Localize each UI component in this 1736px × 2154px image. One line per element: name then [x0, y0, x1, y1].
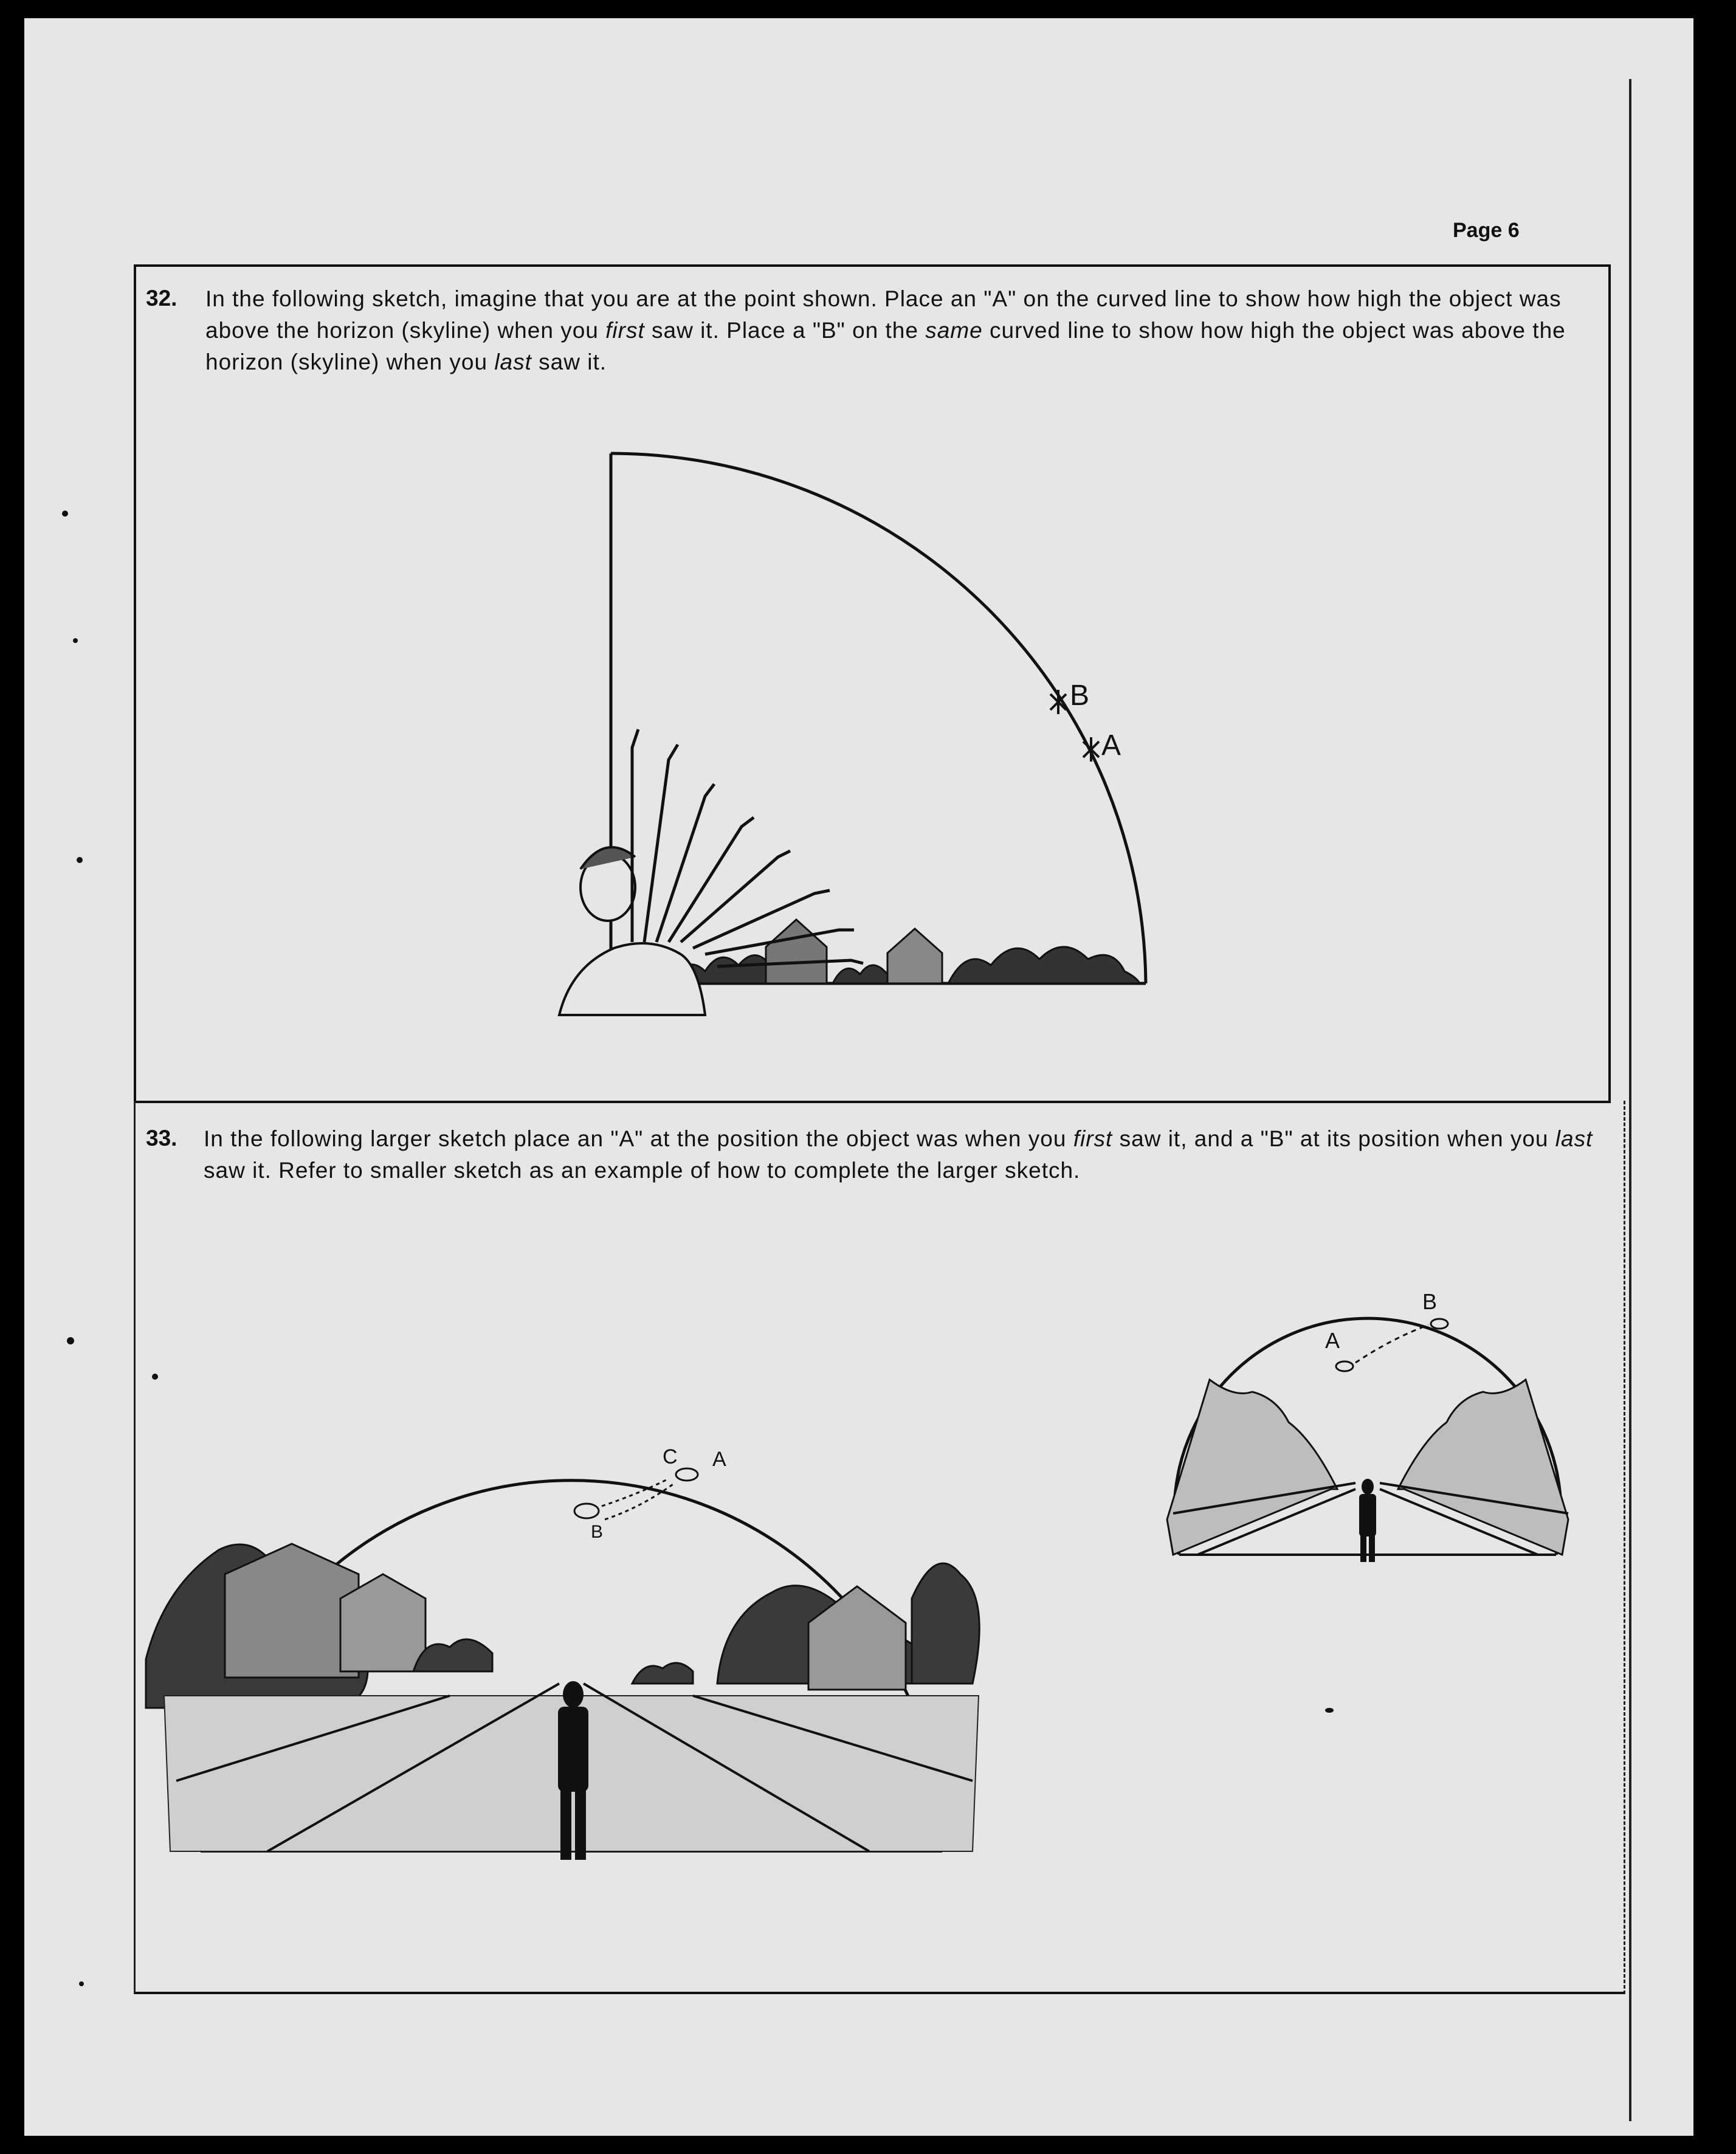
example-figure — [1359, 1479, 1376, 1562]
example-marker-a: A — [1325, 1328, 1340, 1353]
scan-speck — [79, 1981, 84, 1986]
example-sketch — [24, 18, 1693, 2136]
scan-speck — [77, 857, 83, 863]
scan-speck — [62, 511, 68, 517]
question-33-text: In the following larger sketch place an "A" at the position the object was when you first saw it, and a "B" at its position when you last saw it. Refer to smaller sketch as an example of how to complete the larger sketch. — [204, 1126, 1593, 1183]
arc-marker-a: A — [1101, 729, 1121, 762]
scanned-page — [24, 18, 1693, 2136]
page-number: Page 6 — [1453, 219, 1520, 242]
large-marker-b: B — [591, 1522, 604, 1542]
arc-marker-b: B — [1070, 680, 1090, 712]
question-33-number: 33. — [146, 1126, 177, 1151]
question-32-text: In the following sketch, imagine that you are at the point shown. Place an "A" on the curved line to show how high the object was above the horizon (skyline) when you first saw it. Place a "B" on the same curved line to show how high the object was above the horizon (skyline) when you last saw it. — [205, 286, 1566, 374]
question-32-number: 32. — [146, 286, 177, 311]
scan-speck — [1325, 1708, 1334, 1713]
scan-speck — [67, 1337, 74, 1344]
large-marker-a: A — [712, 1448, 726, 1471]
scan-speck — [73, 638, 78, 643]
page-edge-line — [1629, 79, 1631, 2121]
example-marker-b: B — [1422, 1289, 1438, 1314]
scan-speck — [152, 1374, 158, 1380]
large-marker-c: C — [663, 1445, 678, 1468]
example-markers — [1336, 1319, 1448, 1371]
